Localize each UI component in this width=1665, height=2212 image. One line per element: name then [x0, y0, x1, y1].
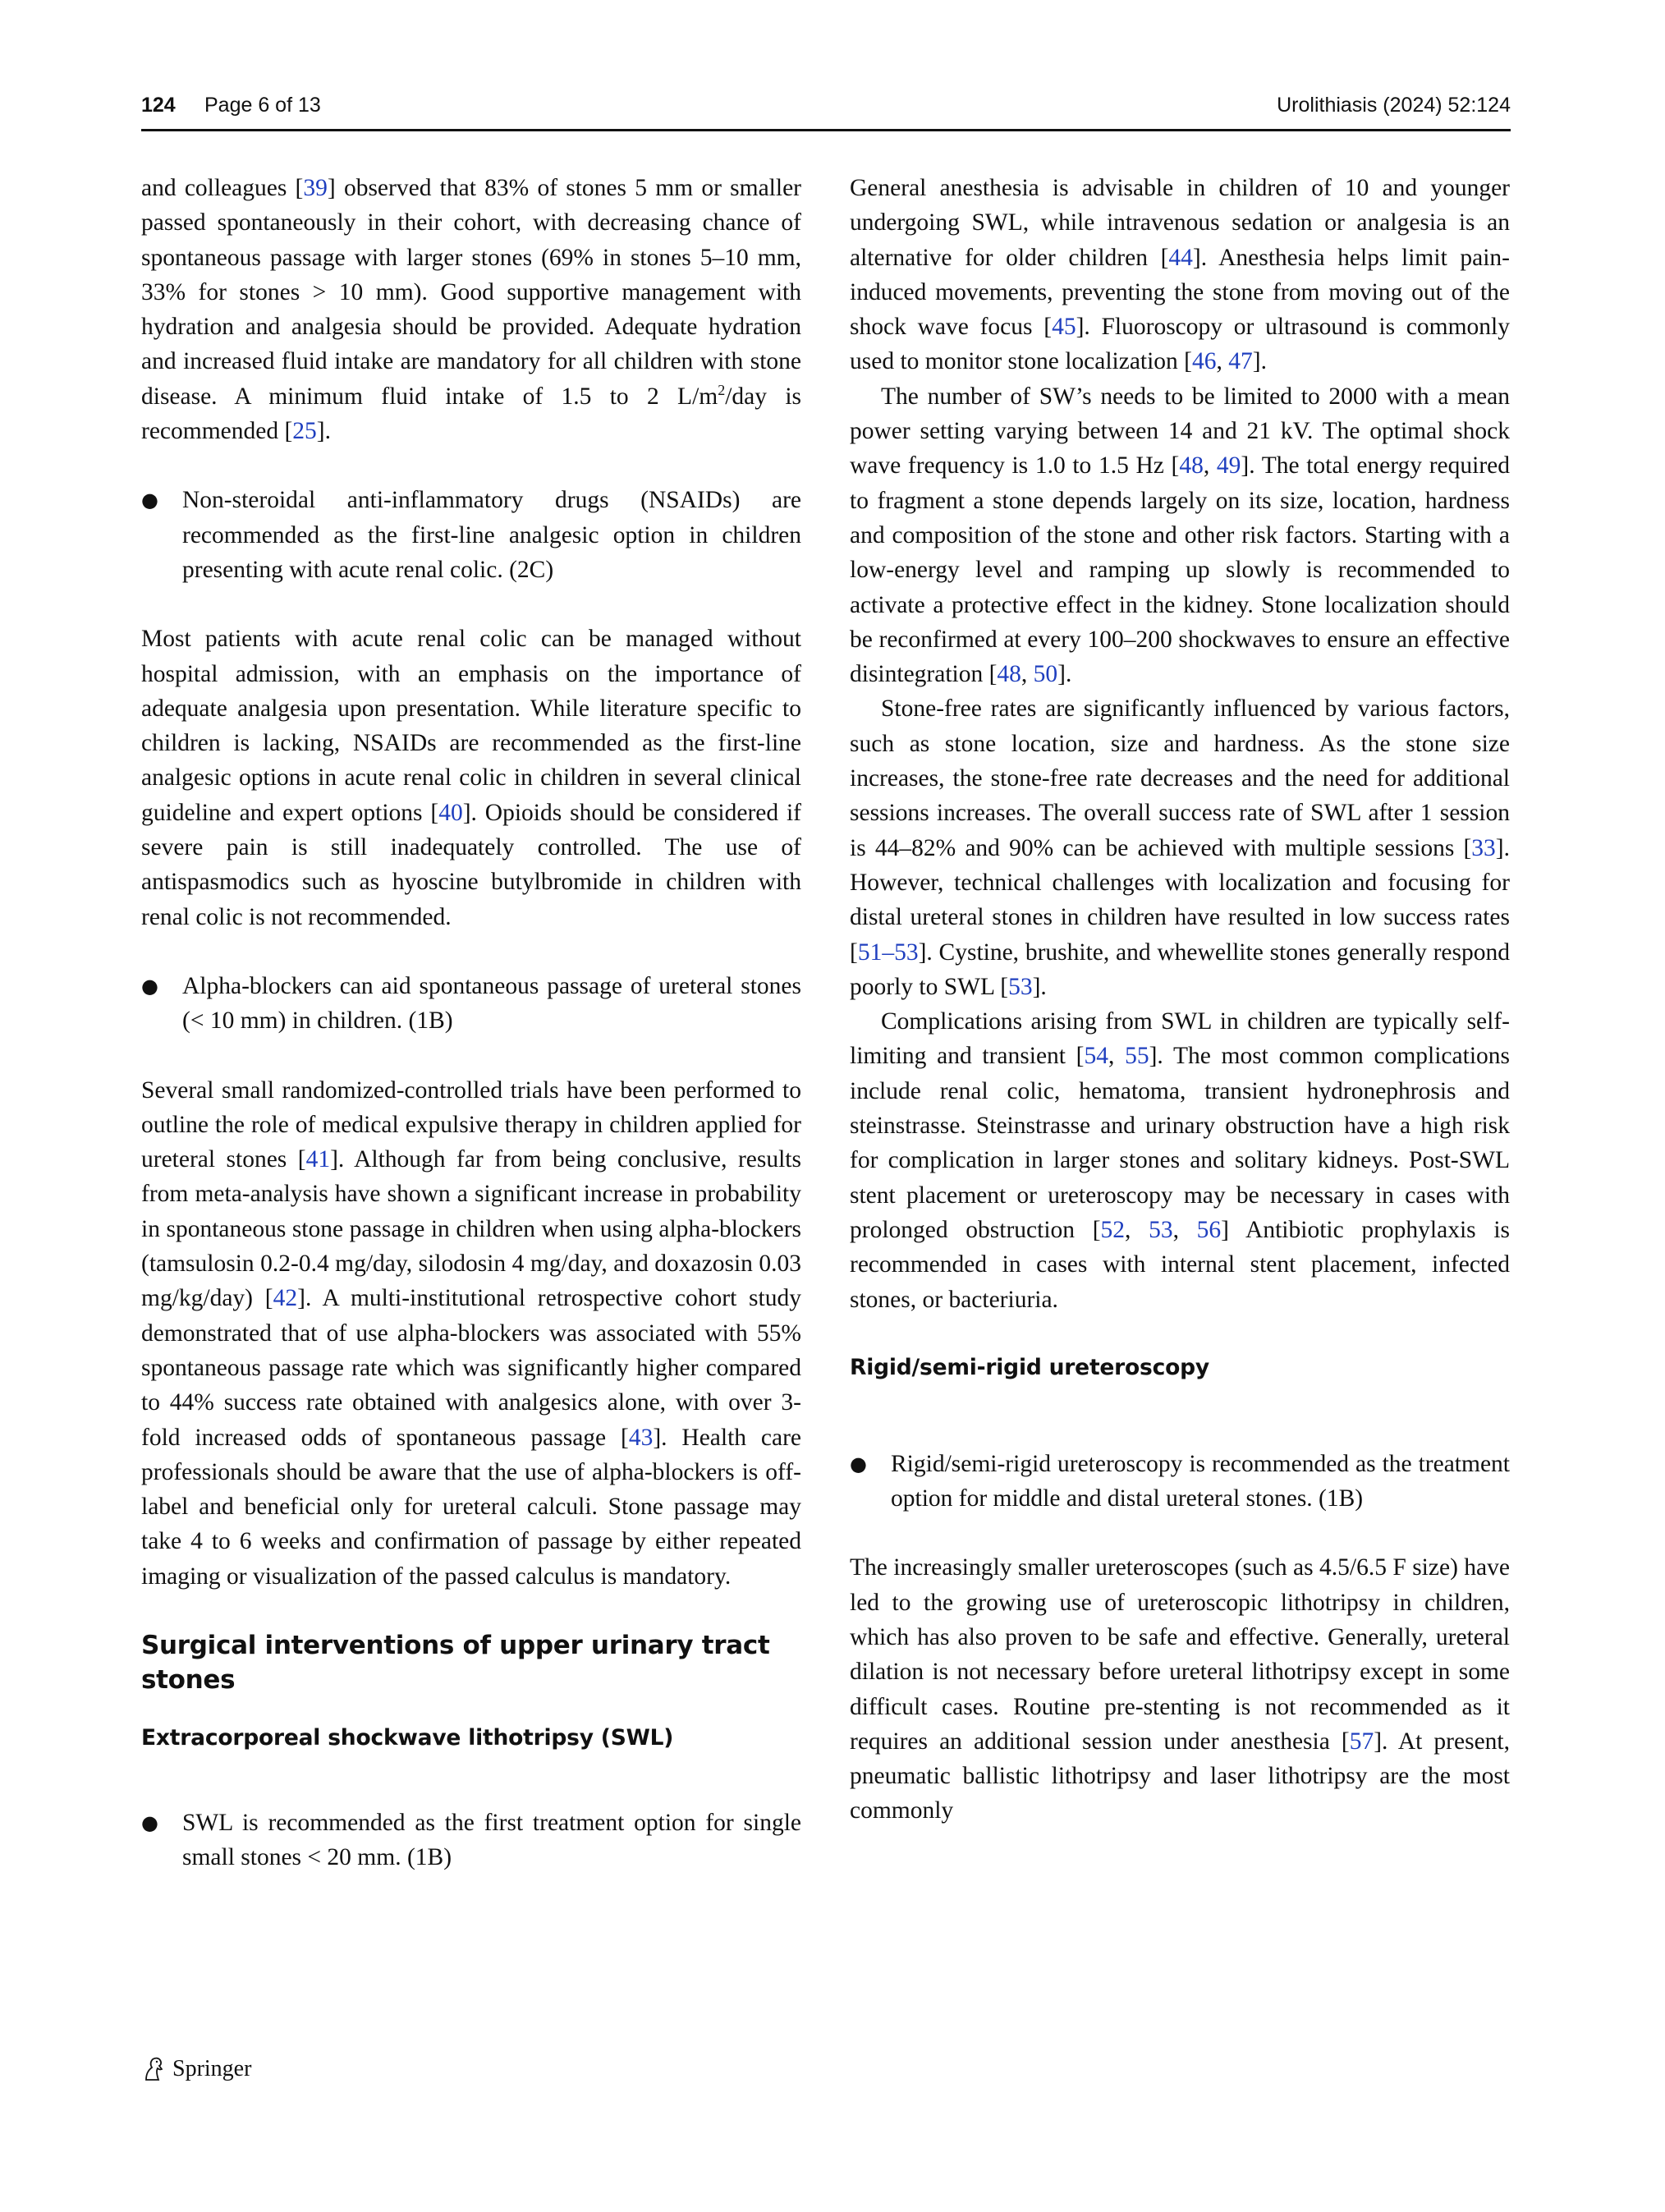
paragraph: [850, 691, 1510, 1004]
section-heading: Surgical interventions of upper urinary tract stones: [141, 1630, 770, 1695]
page-number: 124: [141, 94, 176, 117]
text: Several small randomized-controlled trials have been performed to outline the role of medical expulsive therapy in children applied for ureteral stones [: [141, 1076, 801, 1173]
reference-link[interactable]: 25: [292, 418, 317, 445]
text: and colleagues [: [141, 175, 304, 201]
text: ,: [1021, 661, 1034, 688]
recommendation-text: SWL is recommended as the first treatment option for single small stones < 20 mm. (1B): [182, 1809, 801, 1871]
text: ,: [1203, 452, 1217, 480]
reference-link[interactable]: 48: [997, 661, 1021, 688]
journal-citation: Urolithiasis (2024) 52:124: [1277, 94, 1511, 117]
text: ].: [316, 418, 331, 445]
text: ]. However, technical challenges with localization and focusing for distal ureteral stones in children have resulted in low success rates [: [850, 834, 1510, 966]
text: ].: [1252, 348, 1267, 375]
reference-link[interactable]: 40: [438, 799, 463, 826]
recommendation-text: Rigid/semi-rigid ureteroscopy is recommended as the treatment option for middle and distal ureteral stones. (1B): [891, 1450, 1510, 1512]
recommendation-bullet: [141, 1806, 801, 1875]
text: Complications arising from SWL in children are typically self-limiting and transient [: [850, 1008, 1510, 1070]
paragraph: [141, 622, 801, 934]
text: ]. Opioids should be considered if severe pain is still inadequately controlled. The use of antispasmodics such as hyoscine butylbromide in children with renal colic is not recommended.: [141, 799, 801, 930]
text: ]. Anesthesia helps limit pain-induced movements, preventing the stone from moving out of the shock wave focus [: [850, 244, 1510, 341]
text: ]. Although far from being conclusive, results from meta-analysis have shown a significant increase in probability in spontaneous stone passage in children when using alpha-blockers (tamsulosin 0.2-0.4 mg/day, silodosin 4 mg/day, and doxazosin 0.03 mg/kg/day) [: [141, 1146, 801, 1312]
bullet-icon: ●: [141, 974, 158, 998]
text: ]. Cystine, brushite, and whewellite stones generally respond poorly to SWL [: [850, 938, 1510, 1000]
page-count: Page 6 of 13: [204, 94, 321, 117]
springer-horse-icon: [141, 2055, 166, 2083]
right-column: [850, 171, 1510, 1829]
page-footer: [141, 2053, 251, 2086]
text: Stone-free rates are significantly influenced by various factors, such as stone location, size and hardness. As the stone size increases, the stone-free rate decreases and the need for additional sessions increases. The overall success rate of SWL after 1 session is 44–82% and 90% can be achieved with multiple sessions [: [850, 695, 1510, 861]
text: ] Antibiotic prophylaxis is recommended in cases with internal stent placement, infected stones, or bacteriuria.: [850, 1216, 1511, 1313]
reference-link[interactable]: 41: [305, 1146, 331, 1173]
reference-link[interactable]: 44: [1168, 244, 1193, 271]
text: ].: [1032, 973, 1047, 1000]
reference-link[interactable]: 45: [1052, 314, 1076, 341]
reference-link[interactable]: 42: [273, 1285, 298, 1312]
reference-link[interactable]: 51–53: [857, 938, 919, 966]
bullet-icon: ●: [141, 1810, 158, 1834]
paragraph: [850, 171, 1510, 379]
text: ,: [1108, 1043, 1126, 1070]
text: ]. Health care professionals should be aware that the use of alpha-blockers is off-label and beneficial only for ureteral calculi. Stone passage may take 4 to 6 weeks and confirmation of passage by either repeated imaging or visualization of the passed calculus is mandatory.: [141, 1424, 802, 1590]
reference-link[interactable]: 39: [303, 175, 328, 201]
bullet-icon: ●: [141, 489, 158, 512]
reference-link[interactable]: 53: [1008, 973, 1033, 1000]
reference-link[interactable]: 47: [1228, 348, 1253, 375]
text: ].: [1057, 661, 1072, 688]
recommendation-bullet: [141, 483, 801, 587]
text: ,: [1125, 1216, 1149, 1243]
recommendation-bullet: [850, 1447, 1510, 1517]
reference-link[interactable]: 54: [1084, 1043, 1109, 1070]
left-column: [141, 171, 801, 1910]
publisher-name: Springer: [172, 2056, 252, 2081]
header-rule: [141, 129, 1511, 131]
reference-link[interactable]: 57: [1349, 1728, 1374, 1755]
paragraph: [141, 1073, 801, 1594]
text: ] observed that 83% of stones 5 mm or smaller passed spontaneously in their cohort, with decreasing chance of spontaneous passage with larger stones (69% in stones 5–10 mm, 33% for stones > 10 mm). Good supportive management with hydration and analgesia should be provided. Adequate hydration and increased fluid intake are mandatory for all children with stone disease. A minimum fluid intake of 1.5 to 2 L/m: [141, 175, 801, 410]
reference-link[interactable]: 56: [1196, 1216, 1222, 1243]
reference-link[interactable]: 33: [1471, 834, 1496, 861]
reference-link[interactable]: 49: [1216, 452, 1241, 480]
reference-link[interactable]: 48: [1179, 452, 1204, 480]
superscript: 2: [718, 381, 726, 398]
recommendation-bullet: [141, 969, 801, 1039]
recommendation-text: Non-steroidal anti-inflammatory drugs (NSAIDs) are recommended as the first-line analgesic option in children presenting with acute renal colic. (2C): [182, 487, 801, 583]
recommendation-text: Alpha-blockers can aid spontaneous passage of ureteral stones (< 10 mm) in children. (1B): [182, 972, 801, 1035]
text: ]. The most common complications include renal colic, hematoma, transient hydronephrosis and steinstrasse. Steinstrasse and urinary obstruction have a high risk for complication in larger stones and solitary kidneys. Post-SWL stent placement or ureteroscopy may be necessary in cases with prolonged obstruction [: [850, 1043, 1510, 1243]
paragraph: [850, 379, 1510, 692]
text: ,: [1216, 348, 1229, 375]
text: ,: [1172, 1216, 1197, 1243]
text: ]. The total energy required to fragment a stone depends largely on its size, location, hardness and composition of the stone and other risk factors. Starting with a low-energy level and ramping up slowly is recommended to activate a protective effect in the kidney. Stone localization should be reconfirmed at every 100–200 shockwaves to ensure an effective disintegration [: [850, 452, 1510, 688]
text: ]. At present, pneumatic ballistic lithotripsy and laser lithotripsy are the most commonly: [850, 1728, 1510, 1824]
subsection-heading: Extracorporeal shockwave lithotripsy (SWL): [141, 1724, 674, 1751]
reference-link[interactable]: 50: [1033, 661, 1058, 688]
text: The increasingly smaller ureteroscopes (such as 4.5/6.5 F size) have led to the growing use of ureteroscopic lithotripsy in children, which has also proven to be safe and effective. Generally, ureteral dilation is not necessary before ureteral lithotripsy except in some difficult cases. Routine pre-stenting is not recommended as it requires an additional session under anesthesia [: [850, 1554, 1510, 1755]
subsection-heading: Rigid/semi-rigid ureteroscopy: [850, 1354, 1209, 1380]
bullet-icon: ●: [850, 1452, 867, 1475]
reference-link[interactable]: 52: [1100, 1216, 1126, 1243]
text: Most patients with acute renal colic can be managed without hospital admission, with an emphasis on the importance of adequate analgesia upon presentation. While literature specific to children is lacking, NSAIDs are recommended as the first-line analgesic options in acute renal colic in children in several clinical guideline and expert options [: [141, 626, 801, 826]
paragraph: [141, 171, 801, 448]
text: ]. Fluoroscopy or ultrasound is commonly used to monitor stone localization [: [850, 314, 1511, 375]
paragraph: [850, 1550, 1510, 1828]
text: General anesthesia is advisable in children of 10 and younger undergoing SWL, while intravenous sedation or analgesia is an alternative for older children [: [850, 175, 1510, 271]
reference-link[interactable]: 46: [1192, 348, 1217, 375]
reference-link[interactable]: 55: [1125, 1043, 1149, 1070]
text: /day is recommended [: [141, 383, 801, 445]
paragraph: [850, 1004, 1510, 1317]
reference-link[interactable]: 53: [1149, 1216, 1173, 1243]
text: The number of SW’s needs to be limited to 2000 with a mean power setting varying between 14 and 21 kV. The optimal shock wave frequency is 1.0 to 1.5 Hz [: [850, 383, 1510, 480]
running-header: [141, 94, 1511, 133]
reference-link[interactable]: 43: [628, 1424, 654, 1451]
text: ]. A multi-institutional retrospective cohort study demonstrated that of use alpha-blockers was associated with 55% spontaneous passage rate which was significantly higher compared to 44% success rate obtained with analgesics alone, with over 3-fold increased odds of spontaneous passage [: [141, 1285, 801, 1451]
